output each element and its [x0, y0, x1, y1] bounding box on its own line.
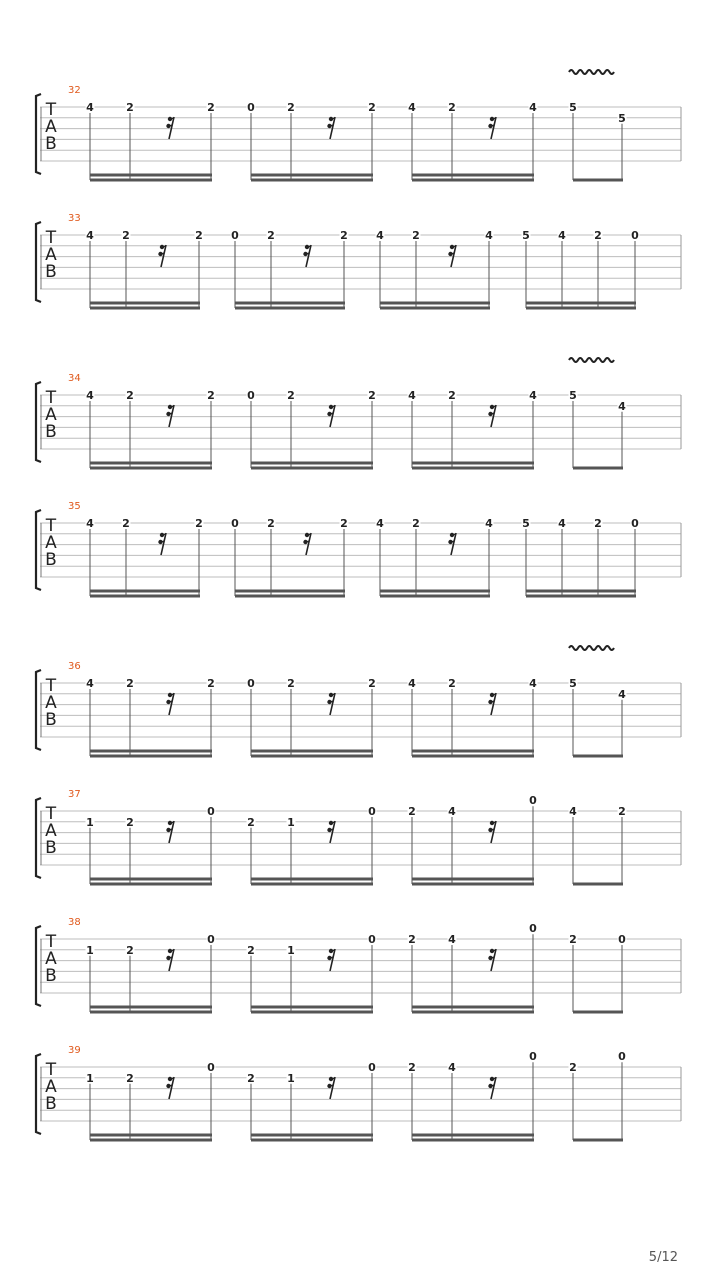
- beam: [251, 1006, 373, 1009]
- beam: [412, 1139, 534, 1142]
- tab-system: [36, 789, 681, 886]
- fret-number: 2: [287, 389, 295, 402]
- staff-bracket: [36, 94, 41, 174]
- fret-number: 2: [569, 1061, 577, 1074]
- fret-number: 4: [558, 517, 566, 530]
- beat-group: [247, 389, 377, 470]
- beam: [90, 750, 212, 753]
- fret-number: 4: [408, 677, 416, 690]
- tab-clef-letter: A: [45, 821, 57, 841]
- beat-group: [569, 805, 627, 886]
- tab-clef-letter: B: [45, 966, 57, 986]
- beat-group: [86, 805, 216, 886]
- beam: [90, 174, 212, 177]
- fret-number: 2: [618, 805, 626, 818]
- beat-group: [247, 677, 377, 758]
- beam: [380, 302, 490, 305]
- fret-number: 4: [485, 517, 493, 530]
- fret-number: 2: [122, 517, 130, 530]
- fret-number: 2: [448, 389, 456, 402]
- tab-clef-letter: T: [45, 228, 57, 248]
- beam: [526, 590, 636, 593]
- fret-number: 4: [618, 687, 626, 701]
- beam: [412, 462, 534, 465]
- beam: [251, 462, 373, 465]
- fret-number: 0: [207, 1061, 215, 1074]
- tab-clef-letter: T: [45, 804, 57, 824]
- beat-group: [376, 517, 494, 598]
- beam: [251, 1139, 373, 1142]
- beat-group: [231, 517, 349, 598]
- fret-number: 2: [287, 677, 295, 690]
- beat-group: [569, 1050, 627, 1141]
- beat-group: [376, 229, 494, 310]
- fret-number: 0: [368, 933, 376, 946]
- fret-number: 2: [207, 389, 215, 402]
- tab-clef-letter: A: [45, 117, 57, 137]
- tab-system: [36, 70, 681, 182]
- fret-number: 2: [195, 517, 203, 530]
- fret-number: 0: [231, 229, 239, 242]
- beam: [251, 1011, 373, 1014]
- fret-number: 2: [412, 229, 420, 242]
- fret-number: 0: [618, 1050, 626, 1064]
- beat-group: [86, 933, 216, 1014]
- staff-bracket: [36, 798, 41, 878]
- fret-number: 0: [529, 794, 537, 808]
- beam: [573, 467, 623, 470]
- fret-number: 2: [408, 933, 416, 946]
- fret-number: 4: [569, 805, 577, 818]
- beam: [90, 883, 212, 886]
- beat-group: [569, 933, 627, 1014]
- fret-number: 5: [522, 229, 530, 242]
- staff-bracket: [36, 222, 41, 302]
- staff-bracket: [36, 1054, 41, 1134]
- vibrato-mark: [569, 358, 614, 362]
- tab-clef-letter: A: [45, 949, 57, 969]
- fret-number: 4: [558, 229, 566, 242]
- fret-number: 0: [529, 1050, 537, 1064]
- fret-number: 4: [448, 933, 456, 946]
- tab-clef-letter: T: [45, 1060, 57, 1080]
- fret-number: 2: [448, 101, 456, 114]
- beam: [251, 467, 373, 470]
- beat-group: [247, 1061, 377, 1142]
- fret-number: 5: [569, 389, 577, 402]
- fret-number: 1: [287, 943, 295, 957]
- fret-number: 4: [448, 805, 456, 818]
- measure-number: 39: [68, 1045, 81, 1056]
- fret-number: 2: [340, 517, 348, 530]
- vibrato-mark: [569, 70, 614, 74]
- fret-number: 2: [412, 517, 420, 530]
- tab-clef-letter: B: [45, 262, 57, 282]
- measure-number: 34: [68, 373, 81, 384]
- beam: [412, 755, 534, 758]
- tab-system: [36, 646, 681, 758]
- beat-group: [247, 933, 377, 1014]
- beat-group: [408, 389, 538, 470]
- tab-clef-letter: T: [45, 516, 57, 536]
- fret-number: 2: [569, 933, 577, 946]
- fret-number: 4: [485, 229, 493, 242]
- beat-group: [86, 389, 216, 470]
- beat-group: [569, 677, 627, 758]
- staff-bracket: [36, 670, 41, 750]
- fret-number: 2: [126, 101, 134, 114]
- fret-number: 2: [287, 101, 295, 114]
- fret-number: 2: [340, 229, 348, 242]
- tab-clef-letter: B: [45, 134, 57, 154]
- tab-clef-letter: B: [45, 1094, 57, 1114]
- beat-group: [86, 101, 216, 182]
- beam: [412, 467, 534, 470]
- measure-number: 35: [68, 501, 81, 512]
- fret-number: 2: [126, 1071, 134, 1085]
- fret-number: 4: [376, 229, 384, 242]
- fret-number: 2: [207, 101, 215, 114]
- tab-clef-letter: T: [45, 932, 57, 952]
- beam: [90, 1011, 212, 1014]
- beam: [526, 302, 636, 305]
- beat-group: [86, 517, 204, 598]
- fret-number: 1: [86, 1071, 94, 1085]
- beat-group: [408, 922, 538, 1013]
- beat-group: [408, 794, 538, 885]
- beam: [90, 467, 212, 470]
- tab-clef-letter: B: [45, 710, 57, 730]
- tab-system: [36, 917, 681, 1014]
- fret-number: 5: [569, 677, 577, 690]
- beam: [90, 307, 200, 310]
- fret-number: 1: [287, 815, 295, 829]
- beam: [380, 307, 490, 310]
- fret-number: 1: [86, 815, 94, 829]
- beam: [526, 307, 636, 310]
- beam: [573, 755, 623, 758]
- tab-clef-letter: A: [45, 245, 57, 265]
- fret-number: 2: [368, 101, 376, 114]
- beat-group: [247, 101, 377, 182]
- fret-number: 0: [529, 922, 537, 936]
- tab-clef-letter: B: [45, 422, 57, 442]
- fret-number: 4: [86, 389, 94, 402]
- tab-system: [36, 358, 681, 470]
- beam: [235, 590, 345, 593]
- beat-group: [247, 805, 377, 886]
- beam: [573, 1011, 623, 1014]
- measure-number: 36: [68, 661, 81, 672]
- beam: [526, 595, 636, 598]
- beam: [251, 750, 373, 753]
- beam: [412, 1006, 534, 1009]
- beam: [90, 179, 212, 182]
- fret-number: 0: [207, 933, 215, 946]
- fret-number: 2: [594, 517, 602, 530]
- beam: [251, 174, 373, 177]
- fret-number: 4: [86, 229, 94, 242]
- beam: [251, 878, 373, 881]
- beam: [251, 1134, 373, 1137]
- staff-bracket: [36, 382, 41, 462]
- fret-number: 4: [529, 389, 537, 402]
- tab-clef-letter: T: [45, 676, 57, 696]
- beam: [573, 883, 623, 886]
- tab-clef-letter: A: [45, 533, 57, 553]
- fret-number: 2: [368, 389, 376, 402]
- staff-bracket: [36, 510, 41, 590]
- measure-number: 32: [68, 85, 81, 96]
- fret-number: 2: [368, 677, 376, 690]
- fret-number: 0: [618, 933, 626, 946]
- fret-number: 2: [122, 229, 130, 242]
- tab-clef-letter: A: [45, 405, 57, 425]
- fret-number: 5: [569, 101, 577, 114]
- beam: [380, 590, 490, 593]
- beam: [412, 174, 534, 177]
- beat-group: [569, 389, 627, 470]
- beat-group: [522, 229, 640, 310]
- fret-number: 2: [126, 677, 134, 690]
- fret-number: 2: [247, 815, 255, 829]
- beam: [90, 462, 212, 465]
- beat-group: [569, 101, 627, 182]
- fret-number: 0: [247, 389, 255, 402]
- fret-number: 0: [368, 805, 376, 818]
- beam: [251, 883, 373, 886]
- fret-number: 0: [231, 517, 239, 530]
- fret-number: 4: [86, 677, 94, 690]
- beam: [90, 1006, 212, 1009]
- fret-number: 2: [247, 943, 255, 957]
- tab-clef-letter: B: [45, 550, 57, 570]
- beam: [235, 595, 345, 598]
- beam: [380, 595, 490, 598]
- fret-number: 4: [408, 101, 416, 114]
- fret-number: 2: [448, 677, 456, 690]
- beam: [251, 755, 373, 758]
- fret-number: 0: [207, 805, 215, 818]
- beat-group: [231, 229, 349, 310]
- fret-number: 2: [126, 815, 134, 829]
- fret-number: 5: [522, 517, 530, 530]
- fret-number: 2: [267, 229, 275, 242]
- fret-number: 4: [408, 389, 416, 402]
- beam: [412, 179, 534, 182]
- fret-number: 2: [408, 1061, 416, 1074]
- measure-number: 33: [68, 213, 81, 224]
- tab-system: [36, 1045, 681, 1142]
- beam: [90, 878, 212, 881]
- fret-number: 4: [86, 517, 94, 530]
- fret-number: 2: [267, 517, 275, 530]
- measure-number: 37: [68, 789, 81, 800]
- measure-number: 38: [68, 917, 81, 928]
- fret-number: 0: [247, 101, 255, 114]
- fret-number: 0: [247, 677, 255, 690]
- fret-number: 4: [529, 101, 537, 114]
- beam: [412, 1134, 534, 1137]
- fret-number: 1: [86, 943, 94, 957]
- fret-number: 5: [618, 111, 626, 125]
- beam: [412, 883, 534, 886]
- beam: [573, 179, 623, 182]
- fret-number: 0: [631, 517, 639, 530]
- tab-clef-letter: T: [45, 388, 57, 408]
- beat-group: [86, 677, 216, 758]
- beat-group: [86, 1061, 216, 1142]
- beat-group: [408, 677, 538, 758]
- beat-group: [86, 229, 204, 310]
- fret-number: 4: [86, 101, 94, 114]
- fret-number: 0: [631, 229, 639, 242]
- beam: [251, 179, 373, 182]
- beam: [90, 1139, 212, 1142]
- vibrato-mark: [569, 646, 614, 650]
- fret-number: 2: [408, 805, 416, 818]
- tab-clef-letter: A: [45, 1077, 57, 1097]
- fret-number: 2: [594, 229, 602, 242]
- fret-number: 2: [207, 677, 215, 690]
- fret-number: 4: [618, 399, 626, 413]
- fret-number: 4: [529, 677, 537, 690]
- fret-number: 2: [247, 1071, 255, 1085]
- beam: [573, 1139, 623, 1142]
- beam: [412, 750, 534, 753]
- fret-number: 1: [287, 1071, 295, 1085]
- tab-clef-letter: B: [45, 838, 57, 858]
- beam: [90, 755, 212, 758]
- beam: [235, 307, 345, 310]
- fret-number: 0: [368, 1061, 376, 1074]
- beat-group: [408, 1050, 538, 1141]
- tab-clef-letter: A: [45, 693, 57, 713]
- fret-number: 2: [126, 389, 134, 402]
- beam: [412, 878, 534, 881]
- beam: [235, 302, 345, 305]
- fret-number: 4: [448, 1061, 456, 1074]
- staff-bracket: [36, 926, 41, 1006]
- beam: [412, 1011, 534, 1014]
- beat-group: [522, 517, 640, 598]
- fret-number: 4: [376, 517, 384, 530]
- fret-number: 2: [195, 229, 203, 242]
- fret-number: 2: [126, 943, 134, 957]
- beam: [90, 595, 200, 598]
- tab-system: [36, 501, 681, 598]
- beam: [90, 590, 200, 593]
- page-number: 5/12: [648, 1250, 678, 1265]
- tab-clef-letter: T: [45, 100, 57, 120]
- beam: [90, 1134, 212, 1137]
- beat-group: [408, 101, 538, 182]
- tab-system: [36, 213, 681, 310]
- beam: [90, 302, 200, 305]
